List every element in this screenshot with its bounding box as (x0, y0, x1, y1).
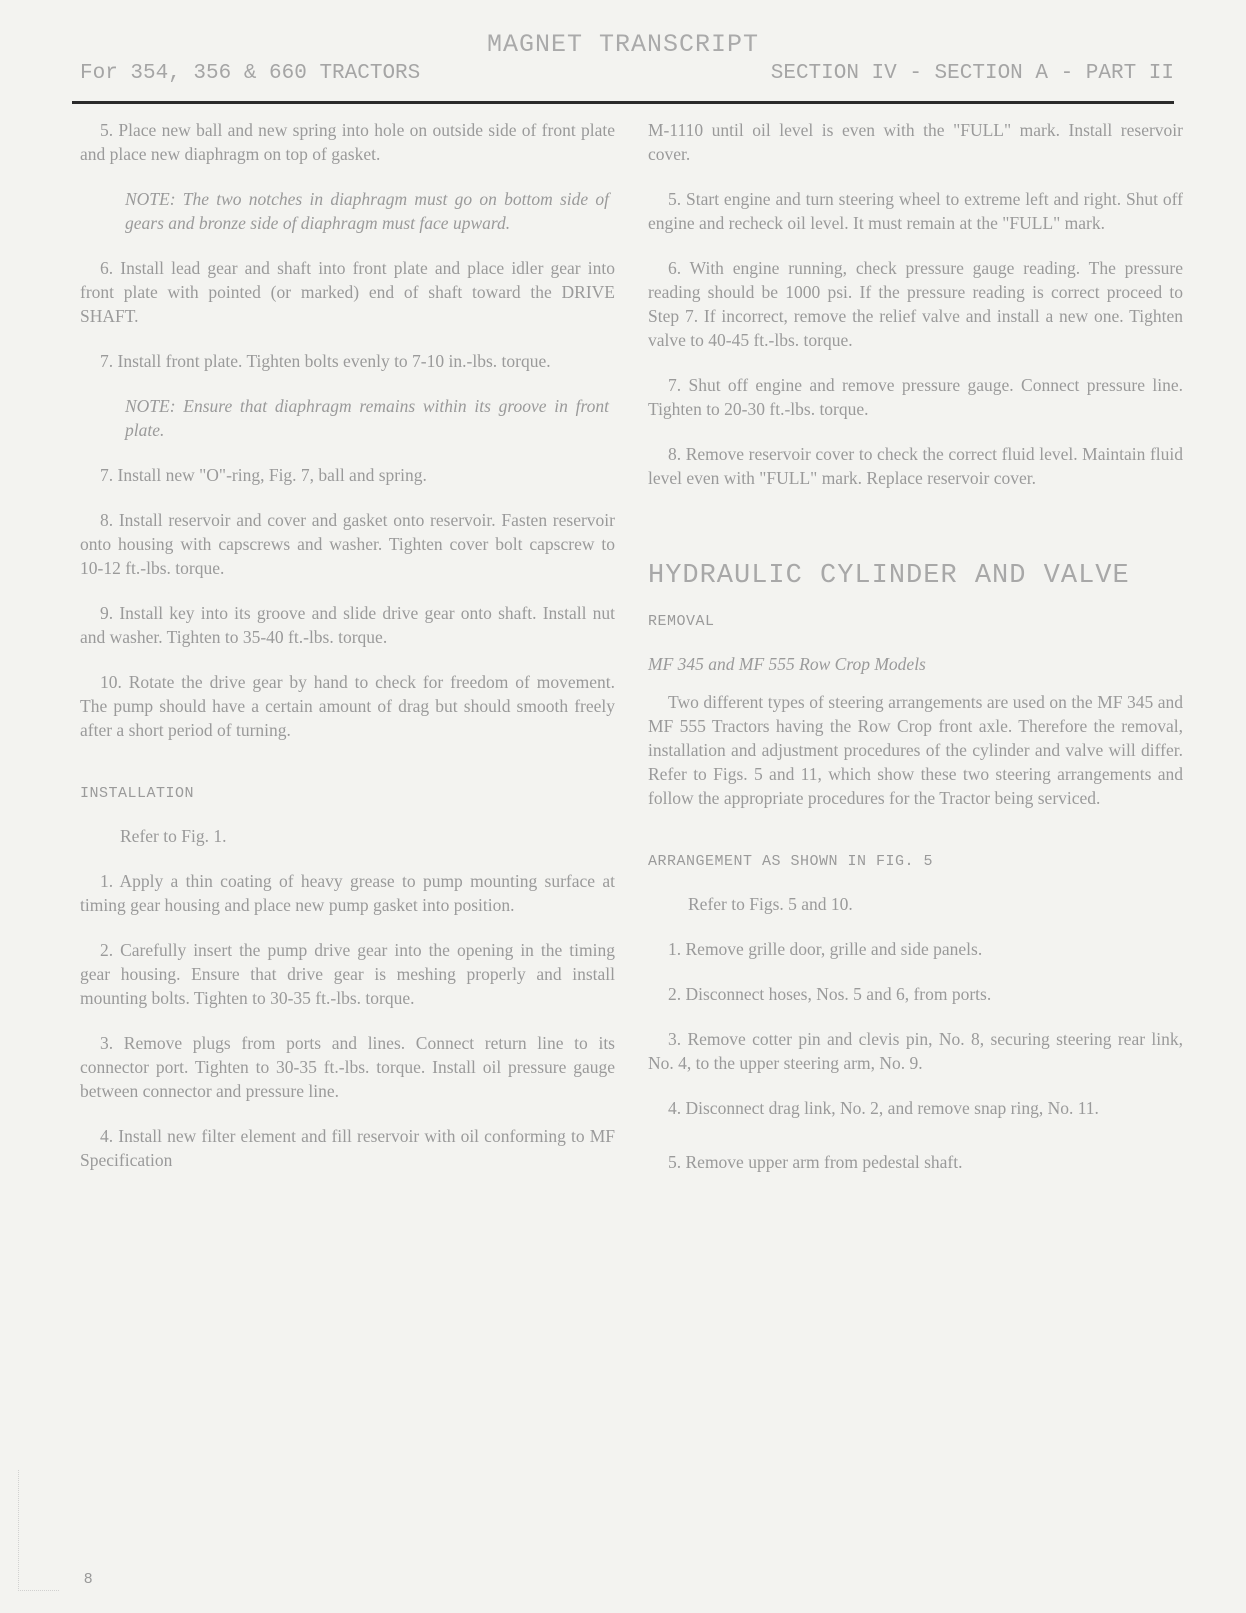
paragraph: 7. Shut off engine and remove pressure gauge. Connect pressure line. Tighten to 20-30 ft.-lbs. torque. (648, 375, 1183, 419)
paragraph: 10. Rotate the drive gear by hand to check for freedom of movement. The pump should have a certain amount of drag but should smooth freely after a short period of turning. (80, 672, 615, 740)
page-title: MAGNET TRANSCRIPT (486, 30, 760, 59)
note: NOTE: The two notches in diaphragm must go on bottom side of gears and bronze side of diaphragm must face upward. (125, 189, 609, 233)
subsection-heading: ARRANGEMENT AS SHOWN IN FIG. 5 (648, 853, 934, 870)
paragraph: 5. Remove upper arm from pedestal shaft. (668, 1152, 963, 1172)
paragraph: 5. Start engine and turn steering wheel to extreme left and right. Shut off engine and recheck oil level. It must remain at the "FULL" mark. (648, 189, 1183, 233)
subsection-heading: INSTALLATION (80, 785, 195, 802)
paragraph: 3. Remove plugs from ports and lines. Connect return line to its connector port. Tighten to 30-35 ft.-lbs. torque. Install oil pressure gauge between connector and pressure line. (80, 1033, 615, 1101)
paragraph: Two different types of steering arrangements are used on the MF 345 and MF 555 Tractors having the Row Crop front axle. Therefore the removal, installation and adjustment procedures of the cylinder and valve will differ. Refer to Figs. 5 and 11, which show these two steering arrangements and follow the appropriate procedures for the Tractor being serviced. (648, 692, 1183, 808)
note: NOTE: Ensure that diaphragm remains within its groove in front plate. (125, 396, 609, 440)
model-heading: MF 345 and MF 555 Row Crop Models (648, 654, 926, 674)
paragraph: 7. Install front plate. Tighten bolts evenly to 7-10 in.-lbs. torque. (100, 351, 551, 371)
right-column (648, 118, 1183, 1195)
paragraph: 5. Place new ball and new spring into hole on outside side of front plate and place new diaphragm on top of gasket. (80, 120, 615, 164)
subsection-heading: REMOVAL (648, 613, 715, 630)
paragraph: 4. Install new filter element and fill reservoir with oil conforming to MF Specification (80, 1126, 615, 1170)
paragraph: 2. Carefully insert the pump drive gear into the opening in the timing gear housing. Ensure that drive gear is meshing properly and install mounting bolts. Tighten to 30-35 ft.-lbs. torque. (80, 940, 615, 1008)
paragraph: 3. Remove cotter pin and clevis pin, No. 8, securing steering rear link, No. 4, to the upper steering arm, No. 9. (648, 1029, 1183, 1073)
left-column (80, 118, 615, 1193)
section-heading: HYDRAULIC CYLINDER AND VALVE (648, 561, 1130, 591)
header-section-label: SECTION IV - SECTION A - PART II (770, 62, 1174, 85)
paragraph: 6. With engine running, check pressure gauge reading. The pressure reading should be 1000 psi. If the pressure reading is correct proceed to Step 7. If incorrect, remove the relief valve and install a new one. Tighten valve to 40-45 ft.-lbs. torque. (648, 258, 1183, 350)
figure-reference: Refer to Figs. 5 and 10. (688, 894, 853, 914)
scan-artifact (18, 1470, 59, 1591)
header-rule (72, 101, 1174, 104)
paragraph: 4. Disconnect drag link, No. 2, and remove snap ring, No. 11. (668, 1098, 1099, 1118)
paragraph: 2. Disconnect hoses, Nos. 5 and 6, from ports. (668, 984, 992, 1004)
page-number: 8 (84, 1570, 93, 1587)
paragraph: 8. Remove reservoir cover to check the correct fluid level. Maintain fluid level even with "FULL" mark. Replace reservoir cover. (648, 444, 1183, 488)
figure-reference: Refer to Fig. 1. (120, 826, 227, 846)
paragraph: 8. Install reservoir and cover and gasket onto reservoir. Fasten reservoir onto housing with capscrews and washer. Tighten cover bolt capscrew to 10-12 ft.-lbs. torque. (80, 510, 615, 578)
paragraph: 9. Install key into its groove and slide drive gear onto shaft. Install nut and washer. Tighten to 35-40 ft.-lbs. torque. (80, 603, 615, 647)
paragraph: 1. Apply a thin coating of heavy grease to pump mounting surface at timing gear housing and place new pump gasket into position. (80, 871, 615, 915)
header-model-label: For 354, 356 & 660 TRACTORS (80, 62, 421, 85)
paragraph: 6. Install lead gear and shaft into front plate and place idler gear into front plate with pointed (or marked) end of shaft toward the DRIVE SHAFT. (80, 258, 615, 326)
paragraph: 1. Remove grille door, grille and side panels. (668, 939, 983, 959)
paragraph: 7. Install new "O"-ring, Fig. 7, ball and spring. (100, 465, 427, 485)
paragraph: M-1110 until oil level is even with the "FULL" mark. Install reservoir cover. (648, 120, 1183, 164)
